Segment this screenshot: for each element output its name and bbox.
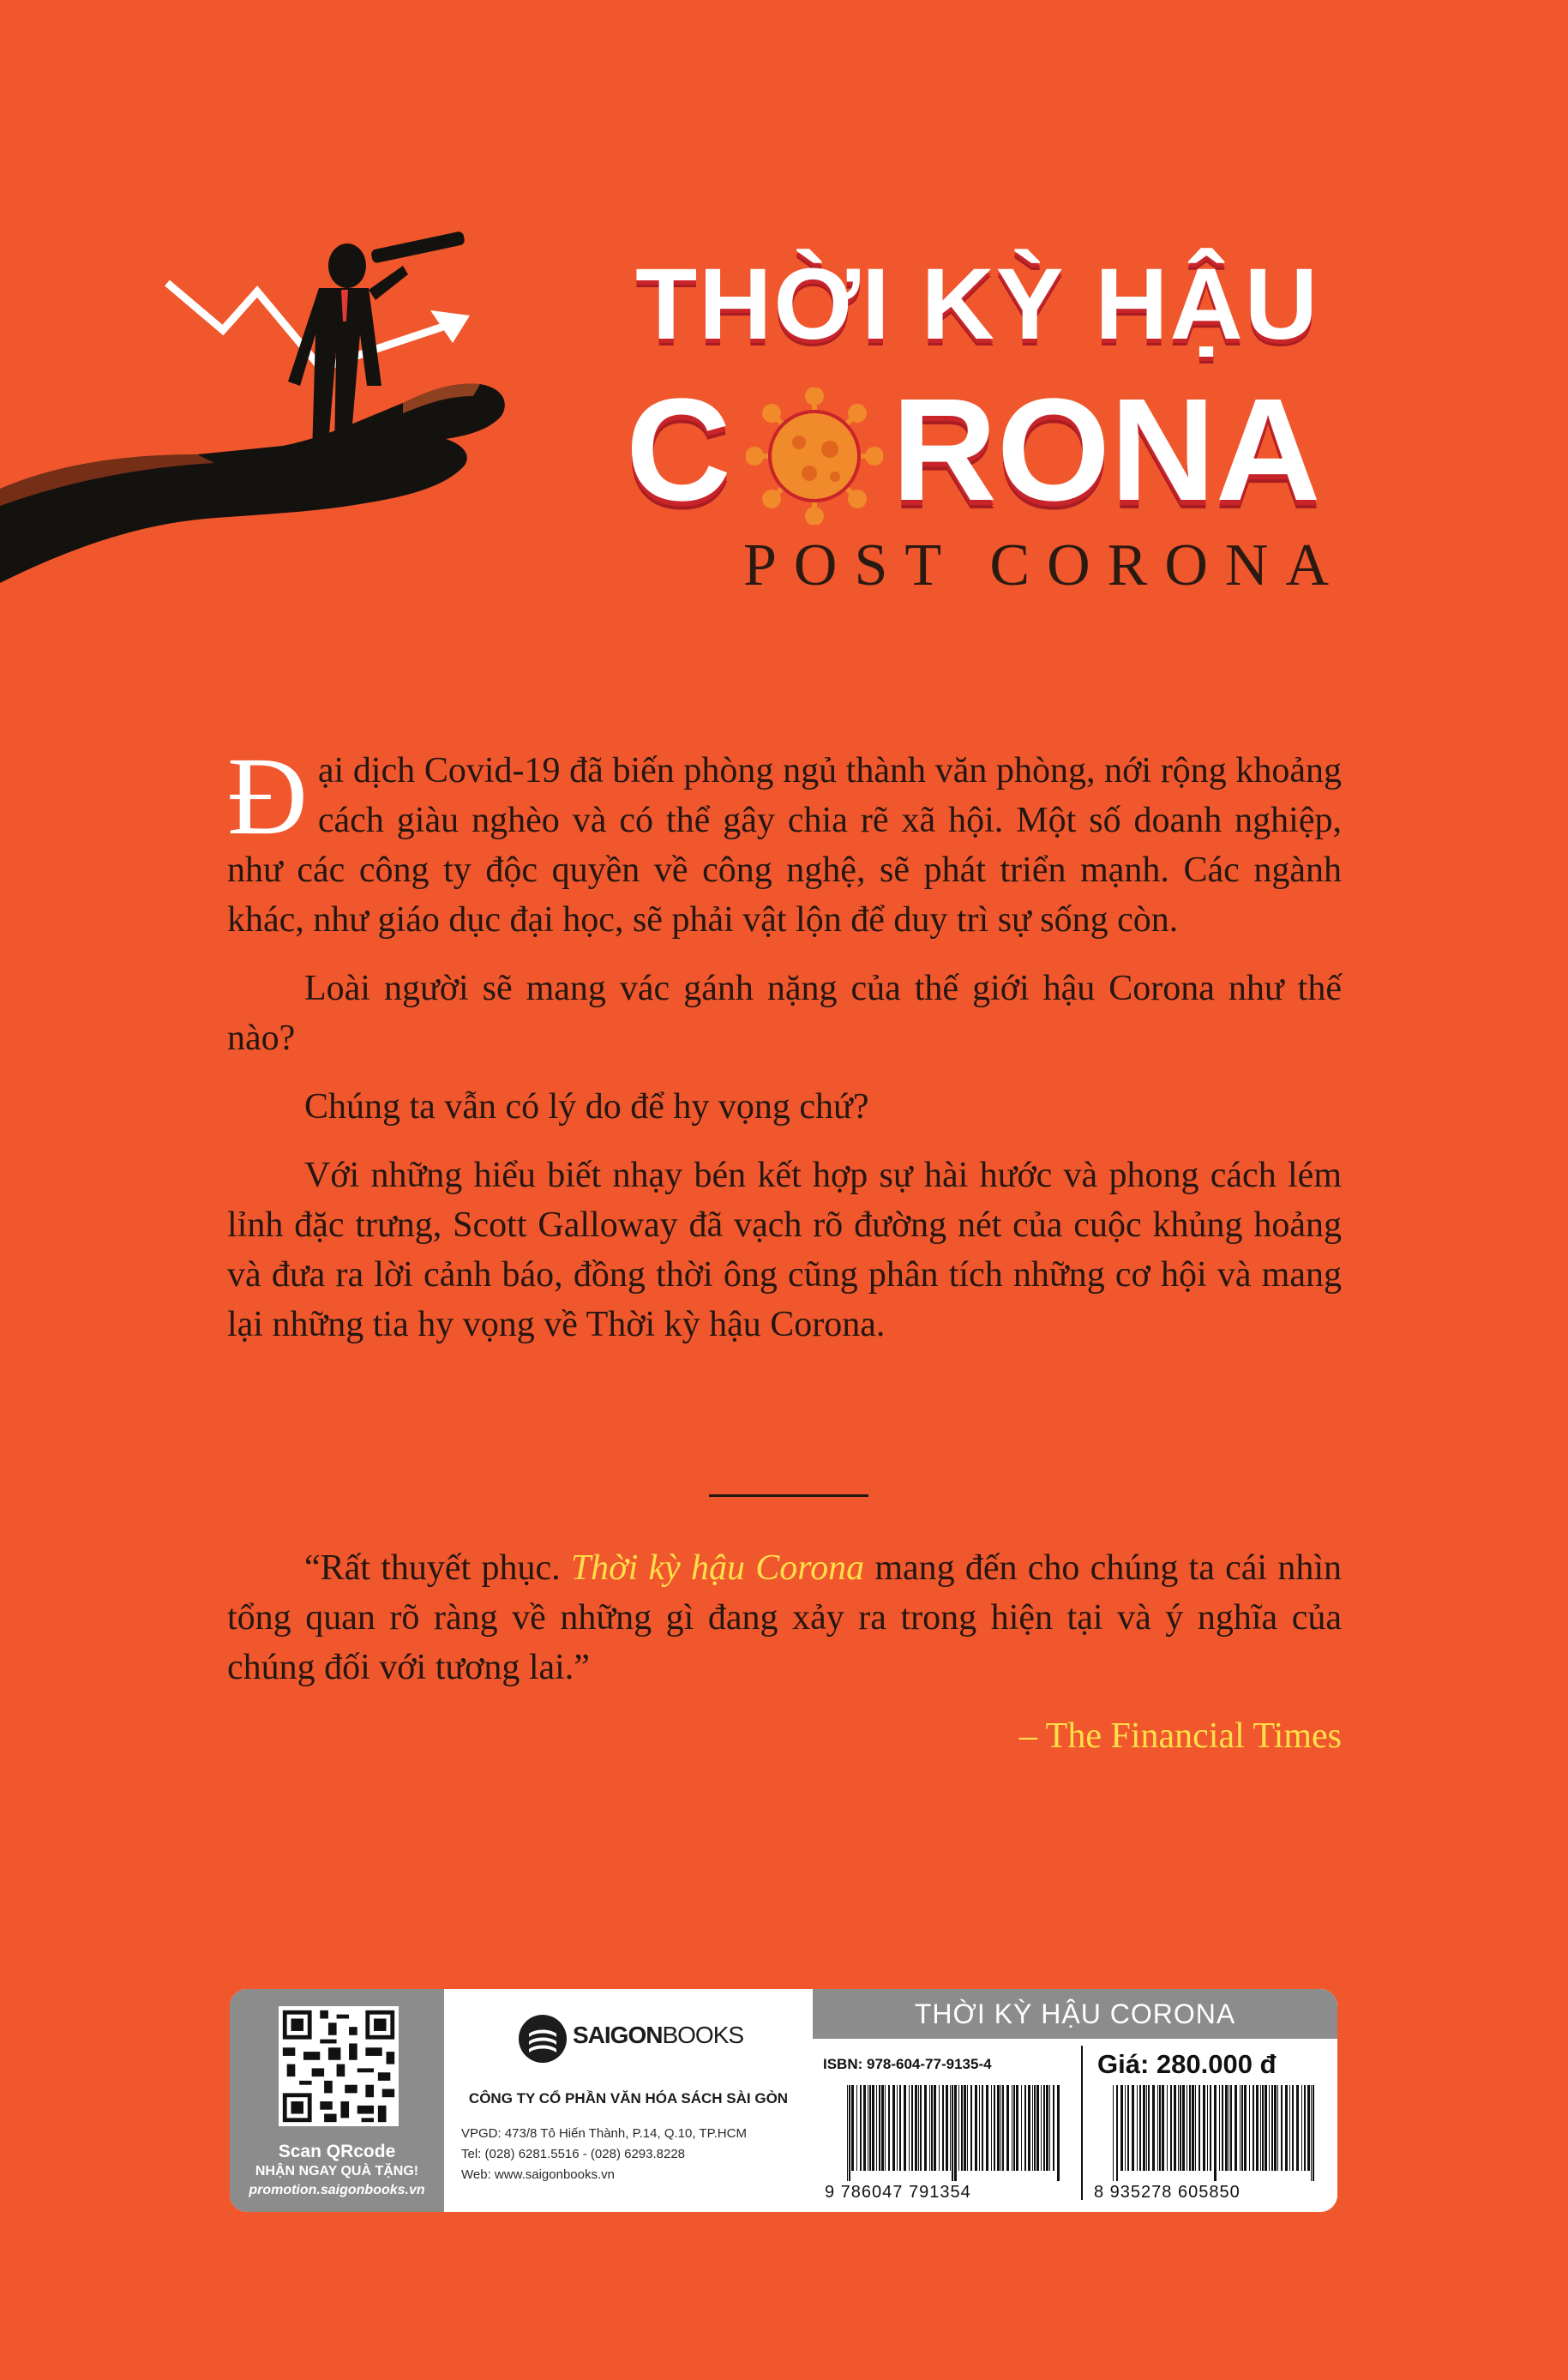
barcode-bar [847, 2085, 848, 2181]
businessman-on-hand-illustration [0, 206, 549, 686]
barcode-bar [1292, 2085, 1294, 2171]
barcode-bar [849, 2085, 850, 2181]
barcode-bar [1146, 2085, 1147, 2171]
barcode-bar [904, 2085, 906, 2171]
barcode-bar [1021, 2085, 1022, 2171]
qr-code-icon[interactable] [279, 2006, 399, 2126]
barcode-bar [1057, 2085, 1060, 2181]
barcode-bar [997, 2085, 1000, 2171]
quote-rest: mang đến cho chúng ta cái nhìn tổng quan rõ ràng về những gì đang xảy ra trong hiện tại và ý nghĩa của chúng đối với tương lai.” [227, 1548, 1342, 1687]
barcode-bar [1304, 2085, 1306, 2171]
barcode-bar [958, 2085, 959, 2171]
barcode-bar [934, 2085, 936, 2171]
coronavirus-icon [746, 388, 883, 525]
barcode-bar [1262, 2085, 1264, 2171]
barcode-bar [1203, 2085, 1205, 2171]
barcode-bar [1180, 2085, 1181, 2171]
barcode-bar [1241, 2085, 1243, 2171]
review-quote [227, 1543, 1342, 1761]
barcode-bar [946, 2085, 948, 2171]
description-paragraph-4: Với những hiểu biết nhạy bén kết hợp sự hài hước và phong cách lém lỉnh đặc trưng, Scott Galloway đã vạch rõ đường nét của cuộc khủng hoảng và đưa ra lời cảnh báo, đồng thời ông cũng phân tích những cơ hội và mang lại những tia hy vọng về Thời kỳ hậu Corona. [227, 1156, 1342, 1344]
barcode-bar [1230, 2085, 1232, 2171]
publisher-phone: Tel: (028) 6281.5516 - (028) 6293.8228 [461, 2147, 686, 2161]
barcode-bar [1034, 2085, 1036, 2171]
barcode-bar [1244, 2085, 1247, 2171]
barcode-bar [888, 2085, 890, 2171]
barcode-bar [920, 2085, 922, 2171]
description-paragraph-1 [227, 735, 1342, 945]
barcode-bar [924, 2085, 927, 2171]
barcode-bar [950, 2085, 951, 2171]
barcode-bar [856, 2085, 857, 2171]
barcode-bar [1207, 2085, 1208, 2171]
barcode-bar [1260, 2085, 1261, 2171]
barcode-bar [897, 2085, 898, 2171]
barcode-bar [986, 2085, 988, 2171]
barcode-bar [851, 2085, 854, 2171]
barcode-bar [1195, 2085, 1196, 2171]
barcode-bar [942, 2085, 944, 2171]
barcode-bar [1182, 2085, 1185, 2171]
barcode-bar [1113, 2085, 1114, 2181]
barcode-bar [1043, 2085, 1045, 2171]
barcode-bar [1189, 2085, 1191, 2171]
barcode-bar [964, 2085, 966, 2171]
barcode-bar [892, 2085, 895, 2171]
barcode-bar [881, 2085, 884, 2171]
barcode-bar [1000, 2085, 1001, 2171]
barcode-bar [1289, 2085, 1290, 2171]
barcode-bar [1277, 2085, 1278, 2171]
barcode-bar [1265, 2085, 1267, 2171]
barcode-bar [869, 2085, 871, 2171]
quote-source: – The Financial Times [1018, 1716, 1342, 1756]
barcode-bar [1127, 2085, 1129, 2171]
barcode-bar [1256, 2085, 1259, 2171]
barcode-bar [1214, 2085, 1217, 2181]
barcode-bar [1152, 2085, 1155, 2171]
barcode-bar [1210, 2085, 1211, 2171]
qr-caption-url[interactable]: promotion.saigonbooks.vn [249, 2183, 425, 2197]
barcode-bar [1296, 2085, 1299, 2171]
dropcap-letter: Đ [227, 735, 308, 858]
barcode-bar [1269, 2085, 1270, 2171]
barcode-bar [1143, 2085, 1145, 2171]
barcode-bar [929, 2085, 930, 2171]
publisher-company-name: CÔNG TY CỔ PHẦN VĂN HÓA SÁCH SÀI GÒN [468, 2090, 789, 2107]
saigonbooks-logo-text [573, 2022, 743, 2049]
ean-barcode-icon [1113, 2085, 1319, 2181]
barcode-bar [1192, 2085, 1194, 2171]
isbn-label: ISBN: 978-604-77-9135-4 [823, 2056, 992, 2072]
saigonbooks-logo-icon [517, 2013, 568, 2064]
barcode-bar [975, 2085, 977, 2171]
barcode-bar [994, 2085, 995, 2171]
logo-text-books: BOOKS [662, 2022, 744, 2048]
quote-open: “Rất thuyết phục. [304, 1548, 571, 1588]
barcode-bar [1249, 2085, 1250, 2171]
barcode-bar [1139, 2085, 1141, 2171]
barcode-bar [952, 2085, 953, 2181]
publisher-website[interactable]: Web: www.saigonbooks.vn [461, 2167, 615, 2182]
book-title-line1: THỜI KỲ HẬU [635, 248, 1319, 361]
barcode-bar [1178, 2085, 1179, 2171]
ean-barcode-number: 8 935278 605850 [1094, 2183, 1241, 2202]
barcode-bar [1002, 2085, 1004, 2171]
barcode-bar [860, 2085, 862, 2171]
barcode-bar [1036, 2085, 1039, 2171]
barcode-bar [961, 2085, 963, 2171]
paragraph-1-text: ại dịch Covid-19 đã biến phòng ngủ thành văn phòng, nới rộng khoảng cách giàu nghèo và có thể gây chia rẽ xã hội. Một số doanh nghiệp, như các công ty độc quyền về công nghệ, sẽ phát triển mạnh. Các ngành khác, như giáo dục đại học, sẽ phải vật lộn để duy trì sự sống còn. [227, 751, 1342, 940]
barcode-bar [1125, 2085, 1126, 2171]
barcode-bar [1116, 2085, 1118, 2181]
barcode-bar [1301, 2085, 1302, 2171]
barcode-bar [872, 2085, 874, 2171]
qr-section [230, 1989, 444, 2212]
title-letters-rona: RONA [892, 369, 1321, 532]
barcode-bar [1281, 2085, 1283, 2171]
barcode-bar [991, 2085, 992, 2171]
barcode-bar [1313, 2085, 1314, 2181]
barcode-bar [982, 2085, 983, 2171]
barcode-bar [1222, 2085, 1223, 2171]
logo-text-saigon: SAIGON [573, 2022, 663, 2048]
isbn-barcode-number: 9 786047 791354 [825, 2183, 971, 2202]
barcode-bar [1240, 2085, 1241, 2171]
barcode-bar [909, 2085, 910, 2171]
barcode-bar [1170, 2085, 1172, 2171]
barcode-bar [1120, 2085, 1123, 2171]
barcode-bar [1235, 2085, 1237, 2171]
barcode-bar [911, 2085, 913, 2171]
barcode-bar [1159, 2085, 1161, 2171]
barcode-bar [863, 2085, 866, 2171]
barcode-section [813, 1989, 1337, 2212]
book-description [227, 735, 1342, 1368]
barcode-bar [1041, 2085, 1042, 2171]
barcode-bar [1157, 2085, 1158, 2171]
barcode-bar [1174, 2085, 1176, 2171]
barcode-bar [1028, 2085, 1030, 2171]
title-letter-c: C [626, 369, 731, 532]
barcode-bar [1006, 2085, 1009, 2171]
barcode-bar [1253, 2085, 1254, 2171]
barcode-bar [931, 2085, 933, 2171]
qr-caption-gift: NHẬN NGAY QUÀ TẶNG! [255, 2164, 419, 2179]
barcode-bar [885, 2085, 886, 2171]
barcode-bar [1199, 2085, 1200, 2171]
isbn-barcode-icon [847, 2085, 1061, 2181]
publisher-section [444, 1989, 813, 2212]
barcode-bar [1032, 2085, 1033, 2171]
barcode-bar [1016, 2085, 1018, 2171]
book-title-line2 [600, 369, 1355, 532]
barcode-bar [939, 2085, 940, 2171]
barcode-bar [1219, 2085, 1220, 2171]
barcode-bar [1274, 2085, 1277, 2171]
barcode-bar [1024, 2085, 1026, 2171]
publisher-info-strip [230, 1989, 1337, 2212]
barcode-bar [918, 2085, 919, 2171]
publisher-address: VPGD: 473/8 Tô Hiến Thành, P.14, Q.10, TP.HCM [461, 2126, 747, 2141]
barcode-bar [954, 2085, 957, 2181]
barcode-bar [1167, 2085, 1168, 2171]
barcode-bar [1271, 2085, 1273, 2171]
barcode-bar [1137, 2085, 1138, 2171]
barcode-bar [1307, 2085, 1310, 2171]
barcode-bar [979, 2085, 980, 2171]
price-label: Giá: 280.000 đ [1097, 2049, 1277, 2079]
barcode-bar [1013, 2085, 1015, 2171]
barcode-bar [1053, 2085, 1054, 2171]
barcode-bar [1148, 2085, 1150, 2171]
english-subtitle: POST CORONA [743, 532, 1346, 598]
barcode-bar [879, 2085, 880, 2171]
description-paragraph-3: Chúng ta vẫn có lý do để hy vọng chứ? [304, 1087, 869, 1127]
barcode-bar [1311, 2085, 1312, 2181]
barcode-bar [1225, 2085, 1228, 2171]
qr-caption-scan: Scan QRcode [278, 2142, 396, 2161]
barcode-bar [899, 2085, 901, 2171]
barcode-bar [1132, 2085, 1134, 2171]
section-divider [709, 1494, 868, 1497]
barcode-book-title: THỜI KỲ HẬU CORONA [813, 1989, 1337, 2039]
barcode-divider [1081, 2046, 1083, 2200]
barcode-bar [1046, 2085, 1048, 2171]
quote-book-title: Thời kỳ hậu Corona [570, 1548, 865, 1588]
barcode-bar [1285, 2085, 1288, 2171]
barcode-bar [876, 2085, 877, 2171]
barcode-bar [967, 2085, 968, 2171]
quote-text [227, 1543, 1342, 1692]
barcode-bar [915, 2085, 917, 2171]
barcode-bar [1162, 2085, 1164, 2171]
barcode-bar [1049, 2085, 1050, 2171]
description-paragraph-2: Loài người sẽ mang vác gánh nặng của thế giới hậu Corona như thế nào? [227, 969, 1342, 1058]
barcode-bar [970, 2085, 972, 2171]
